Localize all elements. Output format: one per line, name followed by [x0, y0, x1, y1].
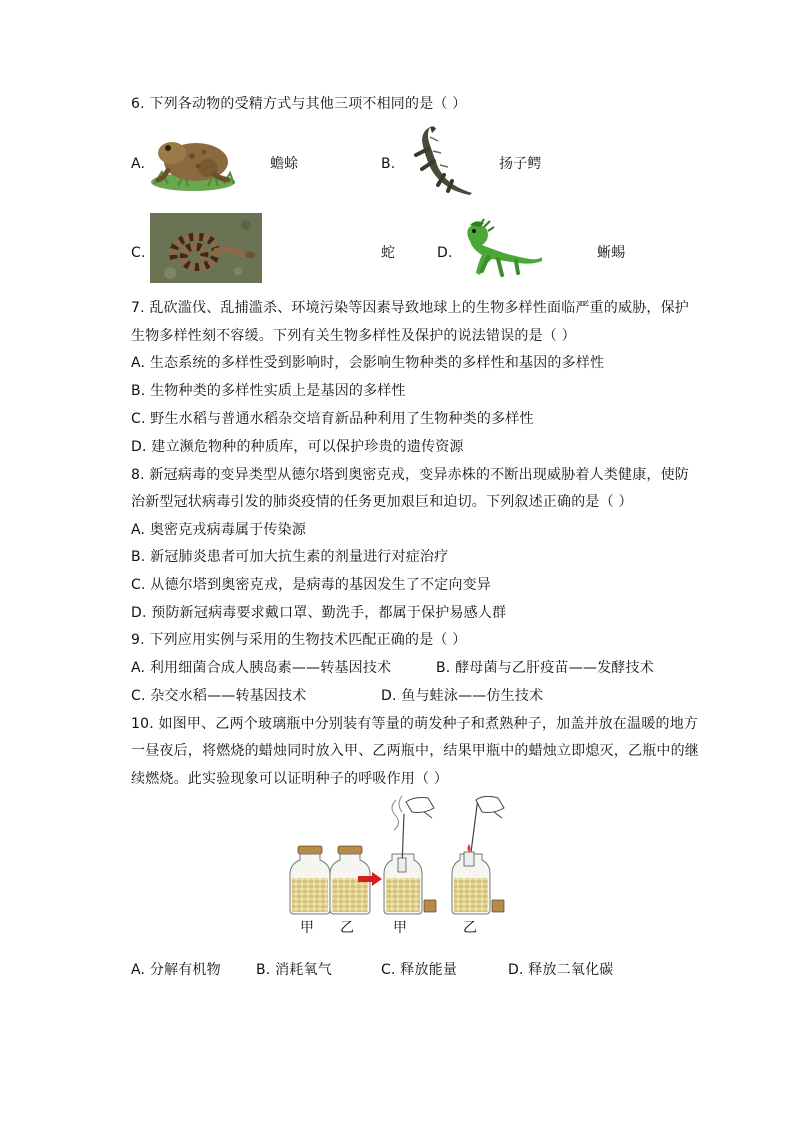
q10-stem-line3: 续燃烧。此实验现象可以证明种子的呼吸作用（ ）	[131, 771, 449, 787]
q7-stem-line2: 生物多样性刻不容缓。下列有关生物多样性及保护的说法错误的是（ ）	[131, 328, 576, 344]
bottle-jia-candle	[384, 796, 436, 914]
q6-option-d-name: 蜥蜴	[597, 245, 626, 261]
q10-stem-line2: 一昼夜后，将燃烧的蜡烛同时放入甲、乙两瓶中，结果甲瓶中的蜡烛立即熄灭，乙瓶中的继	[131, 743, 699, 759]
q6-option-b-name: 扬子鳄	[499, 156, 542, 172]
q6-option-c-letter: C.	[131, 245, 146, 261]
fig-label-yi-1: 乙	[340, 920, 355, 936]
fig-label-yi-2: 乙	[463, 920, 478, 936]
q7-stem-line1: 7. 乱砍滥伐、乱捕滥杀、环境污染等因素导致地球上的生物多样性面临严重的威胁，保护	[131, 300, 690, 316]
lizard-image	[458, 215, 544, 285]
bottle-jia-sealed	[290, 846, 330, 914]
q7-option-d: D. 建立濒危物种的种质库，可以保护珍贵的遗传资源	[131, 439, 464, 455]
alligator-image	[400, 123, 476, 197]
q7-option-b: B. 生物种类的多样性实质上是基因的多样性	[131, 383, 406, 399]
q8-stem-line2: 治新型冠状病毒引发的肺炎疫情的任务更加艰巨和迫切。下列叙述正确的是（ ）	[131, 494, 633, 510]
q8-option-c: C. 从德尔塔到奥密克戎，是病毒的基因发生了不定向变异	[131, 577, 492, 593]
toad-image	[148, 128, 238, 192]
fig-label-jia-2: 甲	[393, 920, 408, 936]
q7-option-c: C. 野生水稻与普通水稻杂交培育新品种利用了生物种类的多样性	[131, 411, 534, 427]
q6-option-c-name: 蛇	[381, 245, 396, 261]
fig-label-jia-1: 甲	[300, 920, 315, 936]
experiment-figure	[284, 794, 514, 920]
q10-option-d: D. 释放二氧化碳	[508, 962, 614, 978]
q8-option-d: D. 预防新冠病毒要求戴口罩、勤洗手，都属于保护易感人群	[131, 605, 507, 621]
snake-image	[150, 213, 262, 283]
q9-stem: 9. 下列应用实例与采用的生物技术匹配正确的是（ ）	[131, 632, 467, 648]
bottle-yi-candle	[452, 796, 504, 914]
q10-stem-line1: 10. 如图甲、乙两个玻璃瓶中分别装有等量的萌发种子和煮熟种子，加盖并放在温暖的地方	[131, 716, 699, 732]
q9-option-d: D. 鱼与蛙泳——仿生技术	[381, 688, 544, 704]
q8-option-a: A. 奥密克戎病毒属于传染源	[131, 522, 307, 538]
q6-option-a-name: 蟾蜍	[270, 156, 299, 172]
q6-option-a-letter: A.	[131, 156, 146, 172]
q10-option-c: C. 释放能量	[381, 962, 458, 978]
q8-stem-line1: 8. 新冠病毒的变异类型从德尔塔到奥密克戎，变异赤株的不断出现威胁着人类健康，使防	[131, 467, 690, 483]
q10-option-b: B. 消耗氧气	[256, 962, 332, 978]
q9-option-b: B. 酵母菌与乙肝疫苗——发酵技术	[436, 660, 654, 676]
q9-option-c: C. 杂交水稻——转基因技术	[131, 688, 307, 704]
q6-stem: 6. 下列各动物的受精方式与其他三项不相同的是（ ）	[131, 96, 467, 112]
q9-option-a: A. 利用细菌合成人胰岛素——转基因技术	[131, 660, 392, 676]
q6-option-d-letter: D.	[437, 245, 453, 261]
q8-option-b: B. 新冠肺炎患者可加大抗生素的剂量进行对症治疗	[131, 549, 449, 565]
q7-option-a: A. 生态系统的多样性受到影响时，会影响生物种类的多样性和基因的多样性	[131, 355, 605, 371]
q10-option-a: A. 分解有机物	[131, 962, 221, 978]
q6-option-b-letter: B.	[381, 156, 396, 172]
